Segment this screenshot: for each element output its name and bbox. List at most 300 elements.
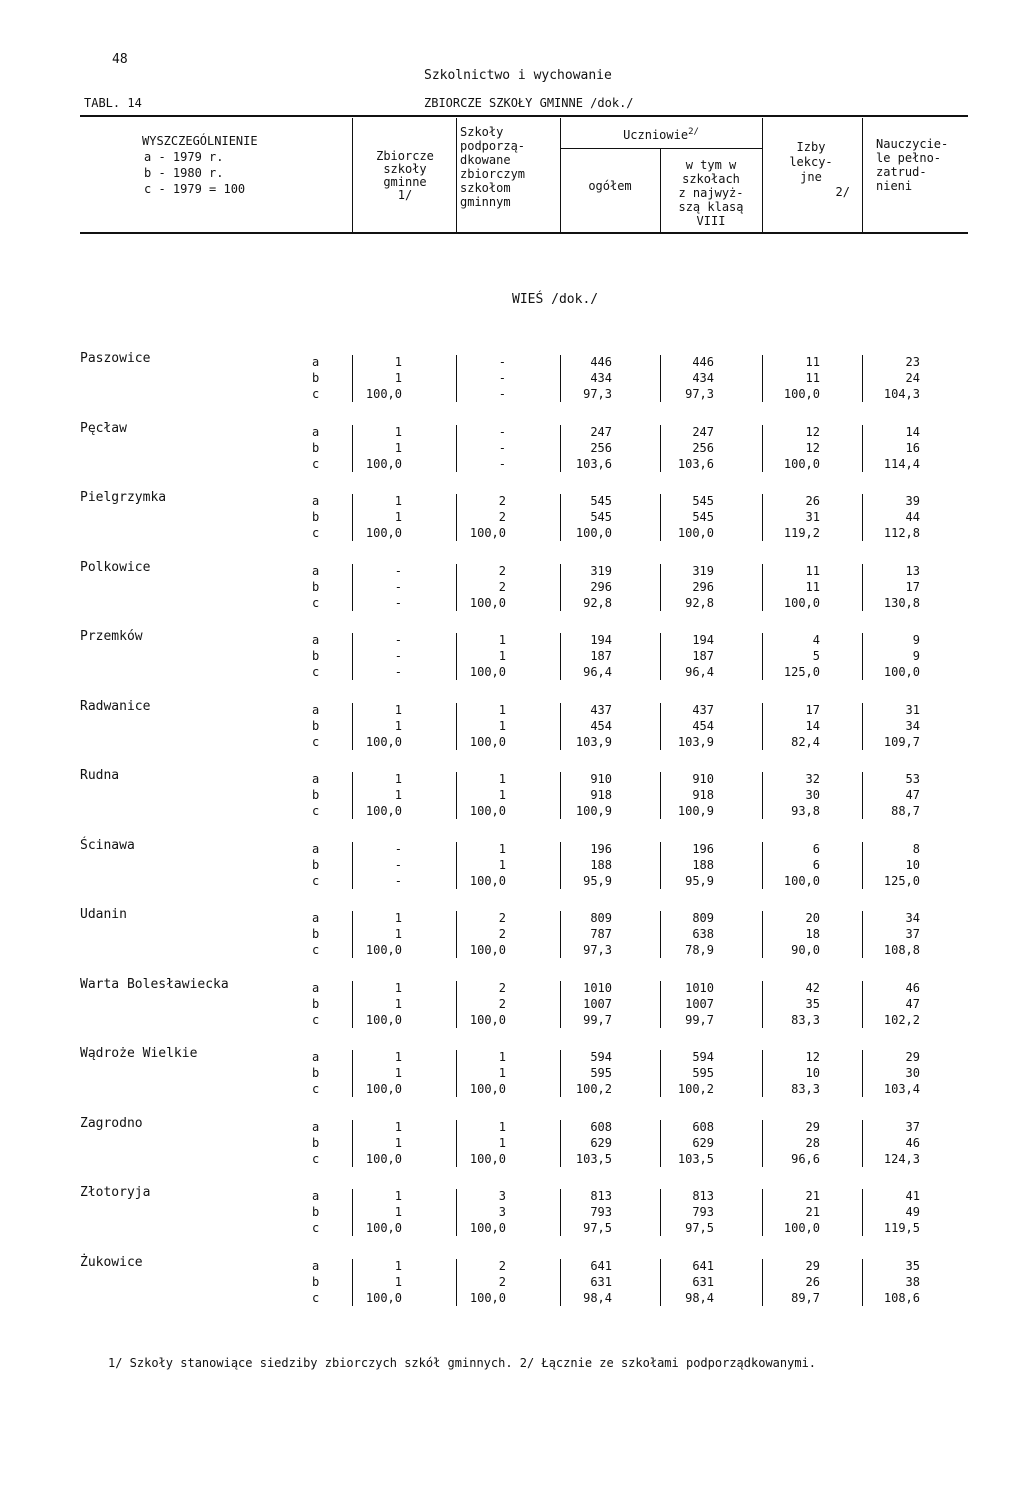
table-row bbox=[0, 1050, 1024, 1065]
row-label: c bbox=[312, 1082, 320, 1096]
table-cell: 100,0 bbox=[677, 526, 714, 540]
table-row bbox=[0, 425, 1024, 440]
table-cell: 100,0 bbox=[469, 1291, 506, 1305]
row-label: c bbox=[312, 1013, 320, 1027]
table-title: ZBIORCZE SZKOŁY GMINNE /dok./ bbox=[424, 96, 634, 110]
table-cell: 196 bbox=[590, 842, 612, 856]
table-cell: 100,0 bbox=[365, 1082, 402, 1096]
table-cell: 787 bbox=[590, 927, 612, 941]
row-label: c bbox=[312, 1221, 320, 1235]
table-cell: 109,7 bbox=[883, 735, 920, 749]
gmina-name: Zagrodno bbox=[80, 1116, 143, 1131]
table-cell: 918 bbox=[692, 788, 714, 802]
row-label: b bbox=[312, 649, 320, 663]
gmina-name: Paszowice bbox=[80, 351, 151, 366]
table-cell: 1 bbox=[498, 1050, 506, 1064]
gmina-name: Pęcław bbox=[80, 421, 127, 436]
gmina-name: Ścinawa bbox=[80, 838, 135, 853]
table-cell: 90,0 bbox=[791, 943, 820, 957]
table-cell: 53 bbox=[905, 772, 920, 786]
table-cell: 1007 bbox=[583, 997, 612, 1011]
table-cell: 99,7 bbox=[685, 1013, 714, 1027]
table-row bbox=[0, 387, 1024, 402]
table-row bbox=[0, 633, 1024, 648]
row-label: b bbox=[312, 927, 320, 941]
row-label: a bbox=[312, 355, 320, 369]
table-cell: 256 bbox=[590, 441, 612, 455]
table-cell: 1 bbox=[498, 1066, 506, 1080]
footnote: 1/ Szkoły stanowiące siedziby zbiorczych szkół gminnych. 2/ Łącznie ze szkołami podporządkowanymi. bbox=[108, 1356, 817, 1370]
table-cell: 454 bbox=[590, 719, 612, 733]
table-cell: 130,8 bbox=[883, 596, 920, 610]
table-cell: 21 bbox=[805, 1189, 820, 1203]
table-cell: 12 bbox=[805, 1050, 820, 1064]
table-cell: 112,8 bbox=[883, 526, 920, 540]
row-label: a bbox=[312, 1189, 320, 1203]
table-cell: 1 bbox=[394, 1275, 402, 1289]
table-row bbox=[0, 1013, 1024, 1028]
table-cell: 26 bbox=[805, 494, 820, 508]
table-cell: 9 bbox=[912, 649, 920, 663]
table-cell: 103,9 bbox=[677, 735, 714, 749]
table-cell: 11 bbox=[805, 355, 820, 369]
table-cell: - bbox=[394, 633, 402, 647]
table-row bbox=[0, 665, 1024, 680]
table-cell: 102,2 bbox=[883, 1013, 920, 1027]
table-cell: - bbox=[394, 596, 402, 610]
table-row bbox=[0, 1120, 1024, 1135]
table-cell: 1 bbox=[498, 703, 506, 717]
table-cell: 1 bbox=[498, 842, 506, 856]
table-row bbox=[0, 943, 1024, 958]
table-cell: 1 bbox=[394, 981, 402, 995]
row-label: a bbox=[312, 1050, 320, 1064]
gmina-name: Rudna bbox=[80, 768, 120, 783]
table-cell: 30 bbox=[905, 1066, 920, 1080]
table-cell: 100,0 bbox=[469, 735, 506, 749]
table-cell: 595 bbox=[692, 1066, 714, 1080]
table-cell: 1007 bbox=[685, 997, 714, 1011]
table-cell: 1 bbox=[394, 1205, 402, 1219]
table-cell: 100,0 bbox=[365, 1221, 402, 1235]
table-cell: 910 bbox=[692, 772, 714, 786]
table-cell: 813 bbox=[692, 1189, 714, 1203]
table-cell: 9 bbox=[912, 633, 920, 647]
table-cell: 44 bbox=[905, 510, 920, 524]
table-cell: 34 bbox=[905, 719, 920, 733]
table-cell: 194 bbox=[692, 633, 714, 647]
table-cell: 100,0 bbox=[469, 943, 506, 957]
table-cell: 37 bbox=[905, 1120, 920, 1134]
table-cell: 2 bbox=[498, 1275, 506, 1289]
table-cell: 1 bbox=[394, 1136, 402, 1150]
gmina-name: Udanin bbox=[80, 907, 127, 922]
table-cell: 188 bbox=[692, 858, 714, 872]
table-cell: 100,0 bbox=[365, 735, 402, 749]
table-cell: 29 bbox=[805, 1259, 820, 1273]
table-cell: 434 bbox=[692, 371, 714, 385]
table-cell: 793 bbox=[590, 1205, 612, 1219]
table-cell: 97,3 bbox=[583, 387, 612, 401]
table-cell: - bbox=[498, 387, 506, 401]
header-szkoly-podporzadkowane: Szkoły podporzą- dkowane zbiorczym szkołom gminnym bbox=[460, 125, 526, 209]
table-cell: 594 bbox=[590, 1050, 612, 1064]
header-divider bbox=[862, 118, 863, 232]
row-label: c bbox=[312, 387, 320, 401]
table-cell: 100,0 bbox=[783, 1221, 820, 1235]
table-row bbox=[0, 735, 1024, 750]
row-label: b bbox=[312, 788, 320, 802]
table-cell: 108,8 bbox=[883, 943, 920, 957]
subheading-wies: WIEŚ /dok./ bbox=[512, 292, 599, 307]
table-cell: 1 bbox=[394, 772, 402, 786]
table-cell: 11 bbox=[805, 580, 820, 594]
header-nauczyciele: Nauczycie- le pełno- zatrud- nieni bbox=[876, 137, 949, 193]
gmina-name: Przemków bbox=[80, 629, 143, 644]
table-cell: 26 bbox=[805, 1275, 820, 1289]
row-label: a bbox=[312, 564, 320, 578]
table-cell: 100,2 bbox=[575, 1082, 612, 1096]
table-cell: 6 bbox=[812, 858, 820, 872]
table-cell: 12 bbox=[805, 441, 820, 455]
table-cell: 1 bbox=[498, 649, 506, 663]
row-label: a bbox=[312, 1120, 320, 1134]
table-cell: 918 bbox=[590, 788, 612, 802]
table-cell: 114,4 bbox=[883, 457, 920, 471]
table-cell: 641 bbox=[692, 1259, 714, 1273]
table-cell: 638 bbox=[692, 927, 714, 941]
table-cell: 14 bbox=[905, 425, 920, 439]
table-cell: 545 bbox=[590, 494, 612, 508]
table-cell: 446 bbox=[692, 355, 714, 369]
table-cell: 809 bbox=[692, 911, 714, 925]
table-row bbox=[0, 1259, 1024, 1274]
table-cell: 1 bbox=[394, 997, 402, 1011]
table-cell: 17 bbox=[805, 703, 820, 717]
table-cell: 1010 bbox=[583, 981, 612, 995]
row-label: c bbox=[312, 943, 320, 957]
table-cell: 2 bbox=[498, 494, 506, 508]
table-cell: 3 bbox=[498, 1189, 506, 1203]
row-label: a bbox=[312, 633, 320, 647]
table-cell: - bbox=[394, 842, 402, 856]
table-cell: 82,4 bbox=[791, 735, 820, 749]
table-cell: 96,4 bbox=[583, 665, 612, 679]
table-cell: - bbox=[394, 665, 402, 679]
table-cell: 20 bbox=[805, 911, 820, 925]
table-cell: - bbox=[394, 564, 402, 578]
table-cell: 103,9 bbox=[575, 735, 612, 749]
row-label: a bbox=[312, 703, 320, 717]
gmina-name: Radwanice bbox=[80, 699, 151, 714]
row-label: c bbox=[312, 735, 320, 749]
table-cell: 100,0 bbox=[783, 874, 820, 888]
header-divider bbox=[660, 148, 661, 232]
table-cell: 11 bbox=[805, 371, 820, 385]
table-cell: - bbox=[394, 858, 402, 872]
header-izby-lekcyjne: Izby lekcy- jne 2/ bbox=[789, 140, 850, 199]
table-cell: 629 bbox=[692, 1136, 714, 1150]
table-cell: 629 bbox=[590, 1136, 612, 1150]
table-cell: 545 bbox=[692, 510, 714, 524]
table-cell: 434 bbox=[590, 371, 612, 385]
table-cell: 1 bbox=[498, 633, 506, 647]
table-cell: 10 bbox=[805, 1066, 820, 1080]
header-ogolem: ogółem bbox=[588, 179, 632, 193]
table-row bbox=[0, 719, 1024, 734]
row-label: b bbox=[312, 1205, 320, 1219]
table-cell: 100,0 bbox=[469, 874, 506, 888]
table-row bbox=[0, 494, 1024, 509]
table-cell: 1 bbox=[498, 1136, 506, 1150]
row-label: b bbox=[312, 997, 320, 1011]
table-row bbox=[0, 858, 1024, 873]
table-cell: 1 bbox=[394, 911, 402, 925]
table-row bbox=[0, 911, 1024, 926]
table-cell: 4 bbox=[812, 633, 820, 647]
table-cell: - bbox=[498, 371, 506, 385]
table-cell: 95,9 bbox=[685, 874, 714, 888]
table-cell: - bbox=[498, 457, 506, 471]
table-row bbox=[0, 874, 1024, 889]
table-cell: 256 bbox=[692, 441, 714, 455]
table-cell: 813 bbox=[590, 1189, 612, 1203]
table-cell: - bbox=[394, 649, 402, 663]
table-cell: 47 bbox=[905, 997, 920, 1011]
table-cell: 100,0 bbox=[575, 526, 612, 540]
table-cell: 595 bbox=[590, 1066, 612, 1080]
table-cell: 16 bbox=[905, 441, 920, 455]
table-row bbox=[0, 927, 1024, 942]
row-label: a bbox=[312, 425, 320, 439]
table-cell: 100,0 bbox=[469, 1013, 506, 1027]
row-label: b bbox=[312, 1275, 320, 1289]
table-cell: 98,4 bbox=[685, 1291, 714, 1305]
table-row bbox=[0, 355, 1024, 370]
table-cell: 2 bbox=[498, 997, 506, 1011]
table-cell: 18 bbox=[805, 927, 820, 941]
row-label: b bbox=[312, 580, 320, 594]
row-label: c bbox=[312, 596, 320, 610]
table-cell: 119,2 bbox=[783, 526, 820, 540]
table-cell: 29 bbox=[905, 1050, 920, 1064]
table-cell: 196 bbox=[692, 842, 714, 856]
table-cell: 30 bbox=[805, 788, 820, 802]
table-cell: 1 bbox=[394, 1050, 402, 1064]
table-cell: 35 bbox=[905, 1259, 920, 1273]
table-cell: 100,9 bbox=[575, 804, 612, 818]
table-cell: 103,6 bbox=[677, 457, 714, 471]
table-row bbox=[0, 457, 1024, 472]
table-cell: 31 bbox=[905, 703, 920, 717]
table-cell: 100,0 bbox=[469, 1082, 506, 1096]
table-cell: 631 bbox=[692, 1275, 714, 1289]
table-cell: 545 bbox=[692, 494, 714, 508]
table-cell: 29 bbox=[805, 1120, 820, 1134]
table-cell: 100,0 bbox=[783, 387, 820, 401]
table-cell: 97,3 bbox=[583, 943, 612, 957]
row-label: c bbox=[312, 874, 320, 888]
table-row bbox=[0, 981, 1024, 996]
table-cell: 100,0 bbox=[783, 457, 820, 471]
table-cell: 104,3 bbox=[883, 387, 920, 401]
table-row bbox=[0, 441, 1024, 456]
row-label: b bbox=[312, 510, 320, 524]
table-cell: 809 bbox=[590, 911, 612, 925]
table-cell: 608 bbox=[590, 1120, 612, 1134]
row-label: b bbox=[312, 1136, 320, 1150]
table-cell: 1 bbox=[394, 510, 402, 524]
table-cell: 446 bbox=[590, 355, 612, 369]
table-cell: 6 bbox=[812, 842, 820, 856]
table-cell: 437 bbox=[692, 703, 714, 717]
row-label: b bbox=[312, 1066, 320, 1080]
table-cell: 1 bbox=[394, 927, 402, 941]
table-row bbox=[0, 1291, 1024, 1306]
table-row bbox=[0, 804, 1024, 819]
table-cell: 5 bbox=[812, 649, 820, 663]
table-cell: 793 bbox=[692, 1205, 714, 1219]
table-cell: 1010 bbox=[685, 981, 714, 995]
table-cell: 37 bbox=[905, 927, 920, 941]
table-cell: 103,6 bbox=[575, 457, 612, 471]
row-label: c bbox=[312, 1152, 320, 1166]
table-cell: 3 bbox=[498, 1205, 506, 1219]
table-cell: 247 bbox=[590, 425, 612, 439]
table-cell: 49 bbox=[905, 1205, 920, 1219]
row-label: b bbox=[312, 719, 320, 733]
table-cell: 124,3 bbox=[883, 1152, 920, 1166]
table-cell: 100,0 bbox=[469, 665, 506, 679]
gmina-name: Żukowice bbox=[80, 1255, 143, 1270]
table-cell: 103,5 bbox=[575, 1152, 612, 1166]
table-cell: 100,0 bbox=[365, 1152, 402, 1166]
table-cell: 1 bbox=[498, 1120, 506, 1134]
table-cell: 2 bbox=[498, 981, 506, 995]
table-cell: 187 bbox=[590, 649, 612, 663]
table-cell: 437 bbox=[590, 703, 612, 717]
table-cell: - bbox=[498, 355, 506, 369]
table-cell: 641 bbox=[590, 1259, 612, 1273]
table-cell: 1 bbox=[394, 371, 402, 385]
table-row bbox=[0, 1066, 1024, 1081]
table-cell: 1 bbox=[394, 788, 402, 802]
table-cell: 594 bbox=[692, 1050, 714, 1064]
table-cell: 100,0 bbox=[365, 457, 402, 471]
table-cell: 12 bbox=[805, 425, 820, 439]
table-cell: 46 bbox=[905, 981, 920, 995]
table-cell: 187 bbox=[692, 649, 714, 663]
gmina-name: Polkowice bbox=[80, 560, 151, 575]
table-cell: 2 bbox=[498, 927, 506, 941]
header-divider bbox=[762, 118, 763, 232]
table-cell: 100,0 bbox=[365, 1013, 402, 1027]
table-cell: 83,3 bbox=[791, 1082, 820, 1096]
table-row bbox=[0, 510, 1024, 525]
table-cell: 100,0 bbox=[365, 804, 402, 818]
table-cell: 103,5 bbox=[677, 1152, 714, 1166]
table-cell: 296 bbox=[692, 580, 714, 594]
table-cell: - bbox=[394, 580, 402, 594]
table-cell: 23 bbox=[905, 355, 920, 369]
table-cell: 21 bbox=[805, 1205, 820, 1219]
row-label: a bbox=[312, 494, 320, 508]
table-cell: 2 bbox=[498, 580, 506, 594]
table-cell: 319 bbox=[590, 564, 612, 578]
table-row bbox=[0, 371, 1024, 386]
table-row bbox=[0, 564, 1024, 579]
table-cell: 100,0 bbox=[469, 526, 506, 540]
table-cell: 24 bbox=[905, 371, 920, 385]
table-cell: 13 bbox=[905, 564, 920, 578]
table-cell: 35 bbox=[805, 997, 820, 1011]
table-cell: 96,6 bbox=[791, 1152, 820, 1166]
table-cell: 97,5 bbox=[685, 1221, 714, 1235]
table-cell: 92,8 bbox=[583, 596, 612, 610]
table-cell: 88,7 bbox=[891, 804, 920, 818]
table-row bbox=[0, 1136, 1024, 1151]
table-cell: 1 bbox=[394, 1120, 402, 1134]
row-label: b bbox=[312, 441, 320, 455]
table-cell: 100,0 bbox=[883, 665, 920, 679]
table-cell: 14 bbox=[805, 719, 820, 733]
table-cell: 2 bbox=[498, 564, 506, 578]
table-cell: 631 bbox=[590, 1275, 612, 1289]
table-cell: 100,0 bbox=[469, 596, 506, 610]
table-row bbox=[0, 1152, 1024, 1167]
table-row bbox=[0, 1082, 1024, 1097]
table-cell: 108,6 bbox=[883, 1291, 920, 1305]
table-cell: 100,0 bbox=[783, 596, 820, 610]
table-cell: 100,0 bbox=[365, 943, 402, 957]
row-label: a bbox=[312, 1259, 320, 1273]
table-cell: 32 bbox=[805, 772, 820, 786]
header-bottom-rule bbox=[80, 232, 968, 234]
table-cell: 39 bbox=[905, 494, 920, 508]
table-cell: 2 bbox=[498, 510, 506, 524]
table-row bbox=[0, 1189, 1024, 1204]
table-cell: 2 bbox=[498, 1259, 506, 1273]
gmina-name: Pielgrzymka bbox=[80, 490, 167, 505]
table-row bbox=[0, 772, 1024, 787]
header-specification: WYSZCZEGÓLNIENIE a - 1979 r. b - 1980 r. c - 1979 = 100 bbox=[142, 134, 258, 196]
table-row bbox=[0, 997, 1024, 1012]
table-cell: 454 bbox=[692, 719, 714, 733]
table-cell: 100,0 bbox=[365, 1291, 402, 1305]
header-w-tym-viii: w tym w szkołach z najwyż- szą klasą VIII bbox=[678, 158, 744, 228]
table-cell: 103,4 bbox=[883, 1082, 920, 1096]
table-cell: 1 bbox=[394, 719, 402, 733]
table-cell: 92,8 bbox=[685, 596, 714, 610]
table-row bbox=[0, 526, 1024, 541]
table-cell: 1 bbox=[394, 355, 402, 369]
table-cell: 89,7 bbox=[791, 1291, 820, 1305]
table-cell: 47 bbox=[905, 788, 920, 802]
row-label: a bbox=[312, 772, 320, 786]
table-cell: 1 bbox=[498, 772, 506, 786]
table-row bbox=[0, 1275, 1024, 1290]
table-cell: 11 bbox=[805, 564, 820, 578]
table-row bbox=[0, 1205, 1024, 1220]
row-label: b bbox=[312, 371, 320, 385]
header-uczniowie: Uczniowie$^{2/}$ bbox=[623, 127, 699, 142]
section-title: Szkolnictwo i wychowanie bbox=[424, 68, 612, 83]
table-row bbox=[0, 596, 1024, 611]
gmina-name: Wądroże Wielkie bbox=[80, 1046, 198, 1061]
row-label: b bbox=[312, 858, 320, 872]
table-cell: 1 bbox=[498, 719, 506, 733]
table-cell: 247 bbox=[692, 425, 714, 439]
